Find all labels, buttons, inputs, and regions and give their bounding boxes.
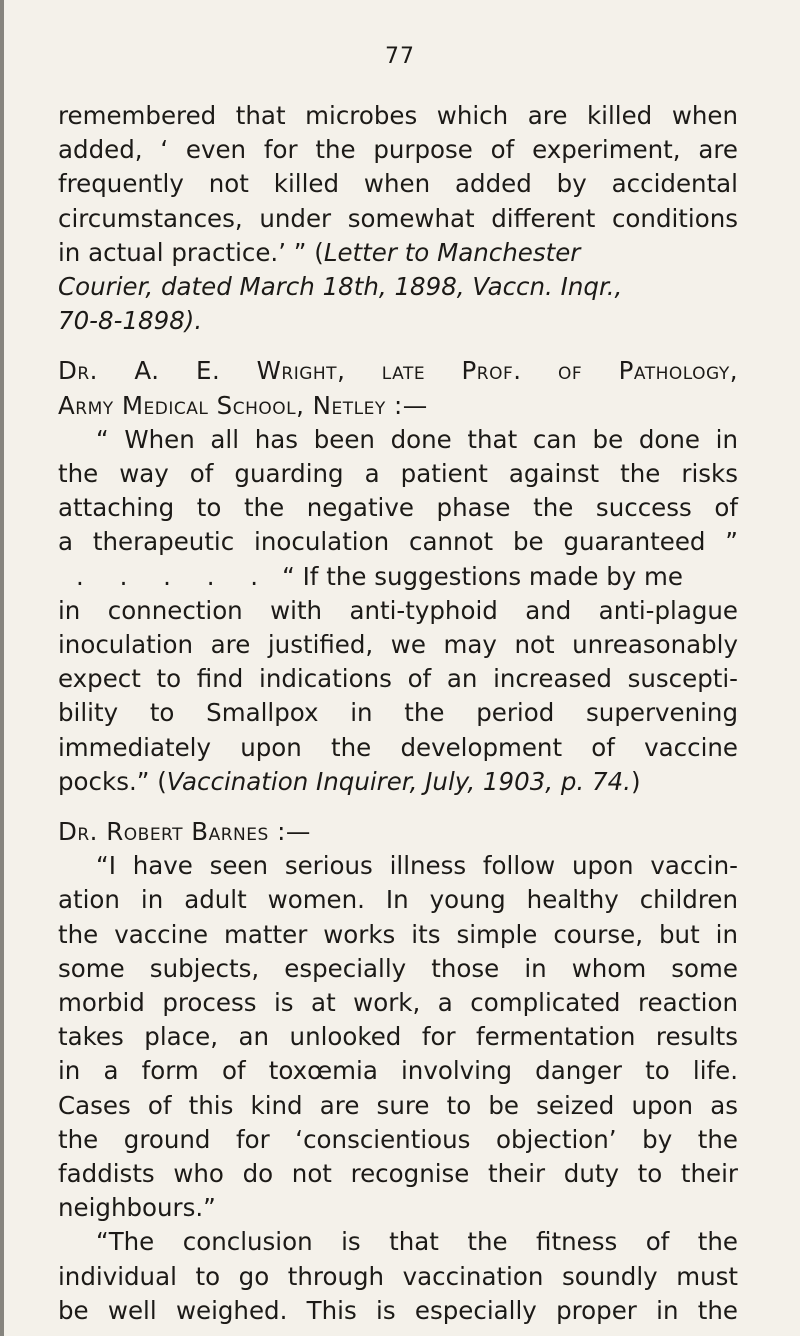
text-fragment: “ If the suggestions made by me	[282, 562, 683, 591]
text-line	[58, 237, 738, 269]
quote-line	[58, 766, 738, 798]
quote-line: inoculation are justified, we may not unreasonably	[58, 630, 738, 659]
quote-line: “The conclusion is that the fitness of the	[96, 1227, 738, 1256]
quote-line: attaching to the negative phase the success of	[58, 493, 738, 522]
speaker-heading: Dr. Robert Barnes :—	[58, 817, 311, 846]
quote-line: the vaccine matter works its simple course, but in	[58, 920, 738, 949]
quote-line: takes place, an unlooked for fermentation results	[58, 1022, 738, 1051]
quote-line: ation in adult women. In young healthy children	[58, 885, 738, 914]
quote-line: in a form of toxœmia involving danger to life.	[58, 1056, 738, 1085]
quote-line: Cases of this kind are sure to be seized upon as	[58, 1091, 738, 1120]
citation-italic: Letter to Manchester	[323, 238, 581, 267]
quote-line: “ When all has been done that can be done in	[96, 425, 738, 454]
text-line: remembered that microbes which are killed when	[58, 101, 738, 130]
quote-line: be well weighed. This is especially proper in the	[58, 1296, 738, 1325]
text-line: added, ‘ even for the purpose of experiment, are	[58, 135, 738, 164]
quote-line: morbid process is at work, a complicated reaction	[58, 988, 738, 1017]
quote-line: immediately upon the development of vaccine	[58, 733, 738, 762]
text-line: frequently not killed when added by accidental	[58, 169, 738, 198]
page-number: 77	[385, 44, 415, 69]
quote-line: a therapeutic inoculation cannot be guaranteed ”	[58, 527, 738, 556]
quote-line: expect to find indications of an increased suscepti-	[58, 664, 738, 693]
citation-line: 70-8-1898).	[58, 306, 203, 335]
quote-line: in connection with anti-typhoid and anti-plague	[58, 596, 738, 625]
text-fragment: pocks.” (	[58, 767, 167, 796]
ellipsis-dots: . . . . .	[76, 562, 273, 591]
quote-line: some subjects, especially those in whom some	[58, 954, 738, 983]
quote-line: individual to go through vaccination soundly must	[58, 1262, 738, 1291]
speaker-heading: Army Medical School, Netley :—	[58, 391, 428, 420]
citation-italic: Vaccination Inquirer, July, 1903, p. 74.	[166, 767, 631, 796]
speaker-heading: Dr. A. E. Wright, late Prof. of Pathology,	[58, 356, 738, 385]
text-fragment: )	[630, 767, 641, 796]
page-edge-shadow	[0, 0, 4, 1336]
quote-line: “I have seen serious illness follow upon vaccin-	[96, 851, 738, 880]
quote-line: neighbours.”	[58, 1193, 216, 1222]
quote-line: the way of guarding a patient against the risks	[58, 459, 738, 488]
quote-line	[58, 561, 738, 593]
citation-line: Courier, dated March 18th, 1898, Vaccn. Inqr.,	[58, 272, 623, 301]
text-fragment: in actual practice.’ ” (	[58, 238, 324, 267]
quote-line: the ground for ‘conscientious objection’ by the	[58, 1125, 738, 1154]
quote-line: faddists who do not recognise their duty to their	[58, 1159, 738, 1188]
text-line: circumstances, under somewhat different conditions	[58, 204, 738, 233]
quote-line: bility to Smallpox in the period supervening	[58, 698, 738, 727]
